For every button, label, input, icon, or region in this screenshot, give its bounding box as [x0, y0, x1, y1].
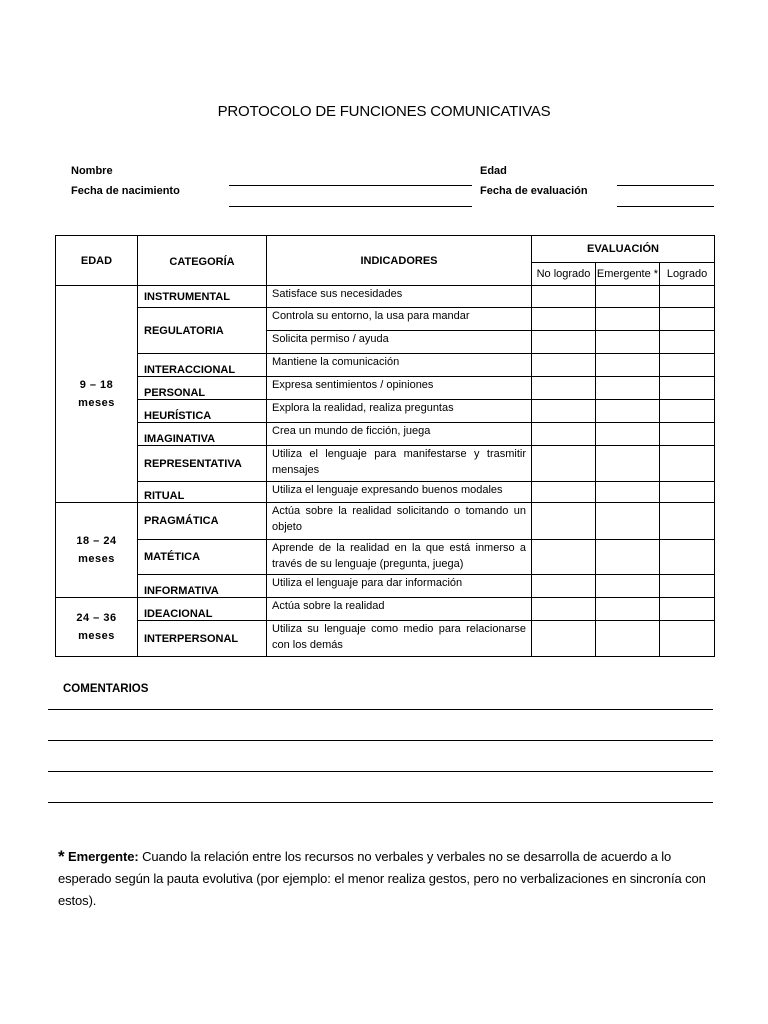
- header-emergente: Emergente *: [596, 263, 660, 286]
- comentarios-heading: COMENTARIOS: [63, 683, 149, 695]
- no-logrado-cell[interactable]: [532, 540, 596, 575]
- no-logrado-cell[interactable]: [532, 377, 596, 400]
- no-logrado-cell[interactable]: [532, 354, 596, 377]
- emergente-cell[interactable]: [596, 446, 660, 482]
- comment-line[interactable]: [48, 771, 713, 772]
- footnote: [58, 846, 718, 912]
- comment-line[interactable]: [48, 709, 713, 710]
- no-logrado-cell[interactable]: [532, 308, 596, 331]
- logrado-cell[interactable]: [660, 446, 715, 482]
- emergente-cell[interactable]: [596, 308, 660, 331]
- category-cell: INTERPERSONAL: [138, 621, 267, 657]
- nombre-field[interactable]: [229, 185, 472, 186]
- asterisk-marker: *: [58, 847, 65, 866]
- no-logrado-cell[interactable]: [532, 423, 596, 446]
- emergente-cell[interactable]: [596, 331, 660, 354]
- comment-line[interactable]: [48, 740, 713, 741]
- indicator-cell: Satisface sus necesidades: [267, 286, 532, 308]
- footnote-text: Cuando la relación entre los recursos no verbales y verbales no se desarrolla de acuerdo a lo esperado según la pauta evolutiva (por ejemplo: el menor realiza gestos, pero no verbalizaciones en sincronía con estos).: [58, 849, 706, 908]
- category-cell: REGULATORIA: [138, 308, 267, 354]
- header-logrado: Logrado: [660, 263, 715, 286]
- indicator-cell: Utiliza el lenguaje expresando buenos modales: [267, 482, 532, 503]
- logrado-cell[interactable]: [660, 540, 715, 575]
- logrado-cell[interactable]: [660, 308, 715, 331]
- category-cell: INSTRUMENTAL: [138, 286, 267, 308]
- header-indicadores: INDICADORES: [267, 236, 532, 286]
- logrado-cell[interactable]: [660, 503, 715, 540]
- emergente-cell[interactable]: [596, 621, 660, 657]
- age-group: 18 – 24 meses: [56, 503, 138, 598]
- header-edad: EDAD: [56, 236, 138, 286]
- fecha-nacimiento-field[interactable]: [229, 206, 472, 207]
- no-logrado-cell[interactable]: [532, 331, 596, 354]
- emergente-cell[interactable]: [596, 423, 660, 446]
- emergente-cell[interactable]: [596, 503, 660, 540]
- no-logrado-cell[interactable]: [532, 400, 596, 423]
- indicator-cell: Explora la realidad, realiza preguntas: [267, 400, 532, 423]
- emergente-cell[interactable]: [596, 482, 660, 503]
- logrado-cell[interactable]: [660, 621, 715, 657]
- logrado-cell[interactable]: [660, 598, 715, 621]
- no-logrado-cell[interactable]: [532, 446, 596, 482]
- logrado-cell[interactable]: [660, 354, 715, 377]
- indicator-cell: Aprende de la realidad en la que está inmerso a través de su lenguaje (pregunta, juega): [267, 540, 532, 575]
- no-logrado-cell[interactable]: [532, 482, 596, 503]
- indicator-cell: Utiliza su lenguaje como medio para relacionarse con los demás: [267, 621, 532, 657]
- emergente-cell[interactable]: [596, 286, 660, 308]
- logrado-cell[interactable]: [660, 575, 715, 598]
- indicator-cell: Mantiene la comunicación: [267, 354, 532, 377]
- indicator-cell: Expresa sentimientos / opiniones: [267, 377, 532, 400]
- indicator-cell: Crea un mundo de ficción, juega: [267, 423, 532, 446]
- category-cell: REPRESENTATIVA: [138, 446, 267, 482]
- emergente-cell[interactable]: [596, 575, 660, 598]
- indicator-cell: Actúa sobre la realidad solicitando o tomando un objeto: [267, 503, 532, 540]
- no-logrado-cell[interactable]: [532, 575, 596, 598]
- indicator-cell: Actúa sobre la realidad: [267, 598, 532, 621]
- category-cell: RITUAL: [138, 482, 267, 503]
- header-no-logrado: No logrado: [532, 263, 596, 286]
- protocol-table: [55, 235, 715, 657]
- emergente-cell[interactable]: [596, 354, 660, 377]
- fecha-nacimiento-label: Fecha de nacimiento: [71, 185, 180, 197]
- category-cell: PERSONAL: [138, 377, 267, 400]
- fecha-evaluacion-field[interactable]: [617, 206, 714, 207]
- category-cell: HEURÍSTICA: [138, 400, 267, 423]
- no-logrado-cell[interactable]: [532, 621, 596, 657]
- category-cell: INFORMATIVA: [138, 575, 267, 598]
- header-categoria: CATEGORÍA: [138, 236, 267, 286]
- category-cell: MATÉTICA: [138, 540, 267, 575]
- category-cell: PRAGMÁTICA: [138, 503, 267, 540]
- emergente-cell[interactable]: [596, 400, 660, 423]
- age-group: 24 – 36 meses: [56, 598, 138, 657]
- emergente-cell[interactable]: [596, 540, 660, 575]
- logrado-cell[interactable]: [660, 331, 715, 354]
- indicator-cell: Utiliza el lenguaje para manifestarse y trasmitir mensajes: [267, 446, 532, 482]
- logrado-cell[interactable]: [660, 423, 715, 446]
- indicator-cell: Solicita permiso / ayuda: [267, 331, 532, 354]
- logrado-cell[interactable]: [660, 482, 715, 503]
- indicator-cell: Controla su entorno, la usa para mandar: [267, 308, 532, 331]
- emergente-cell[interactable]: [596, 598, 660, 621]
- no-logrado-cell[interactable]: [532, 598, 596, 621]
- no-logrado-cell[interactable]: [532, 503, 596, 540]
- indicator-cell: Utiliza el lenguaje para dar información: [267, 575, 532, 598]
- category-cell: INTERACCIONAL: [138, 354, 267, 377]
- edad-label: Edad: [480, 165, 507, 177]
- header-evaluacion: EVALUACIÓN: [532, 236, 715, 263]
- logrado-cell[interactable]: [660, 377, 715, 400]
- category-cell: IMAGINATIVA: [138, 423, 267, 446]
- edad-field[interactable]: [617, 185, 714, 186]
- footnote-label: Emergente:: [68, 849, 139, 864]
- age-group: 9 – 18 meses: [56, 286, 138, 503]
- comment-line[interactable]: [48, 802, 713, 803]
- emergente-cell[interactable]: [596, 377, 660, 400]
- fecha-evaluacion-label: Fecha de evaluación: [480, 185, 588, 197]
- no-logrado-cell[interactable]: [532, 286, 596, 308]
- logrado-cell[interactable]: [660, 286, 715, 308]
- category-cell: IDEACIONAL: [138, 598, 267, 621]
- logrado-cell[interactable]: [660, 400, 715, 423]
- nombre-label: Nombre: [71, 165, 113, 177]
- page-title: PROTOCOLO DE FUNCIONES COMUNICATIVAS: [217, 103, 551, 120]
